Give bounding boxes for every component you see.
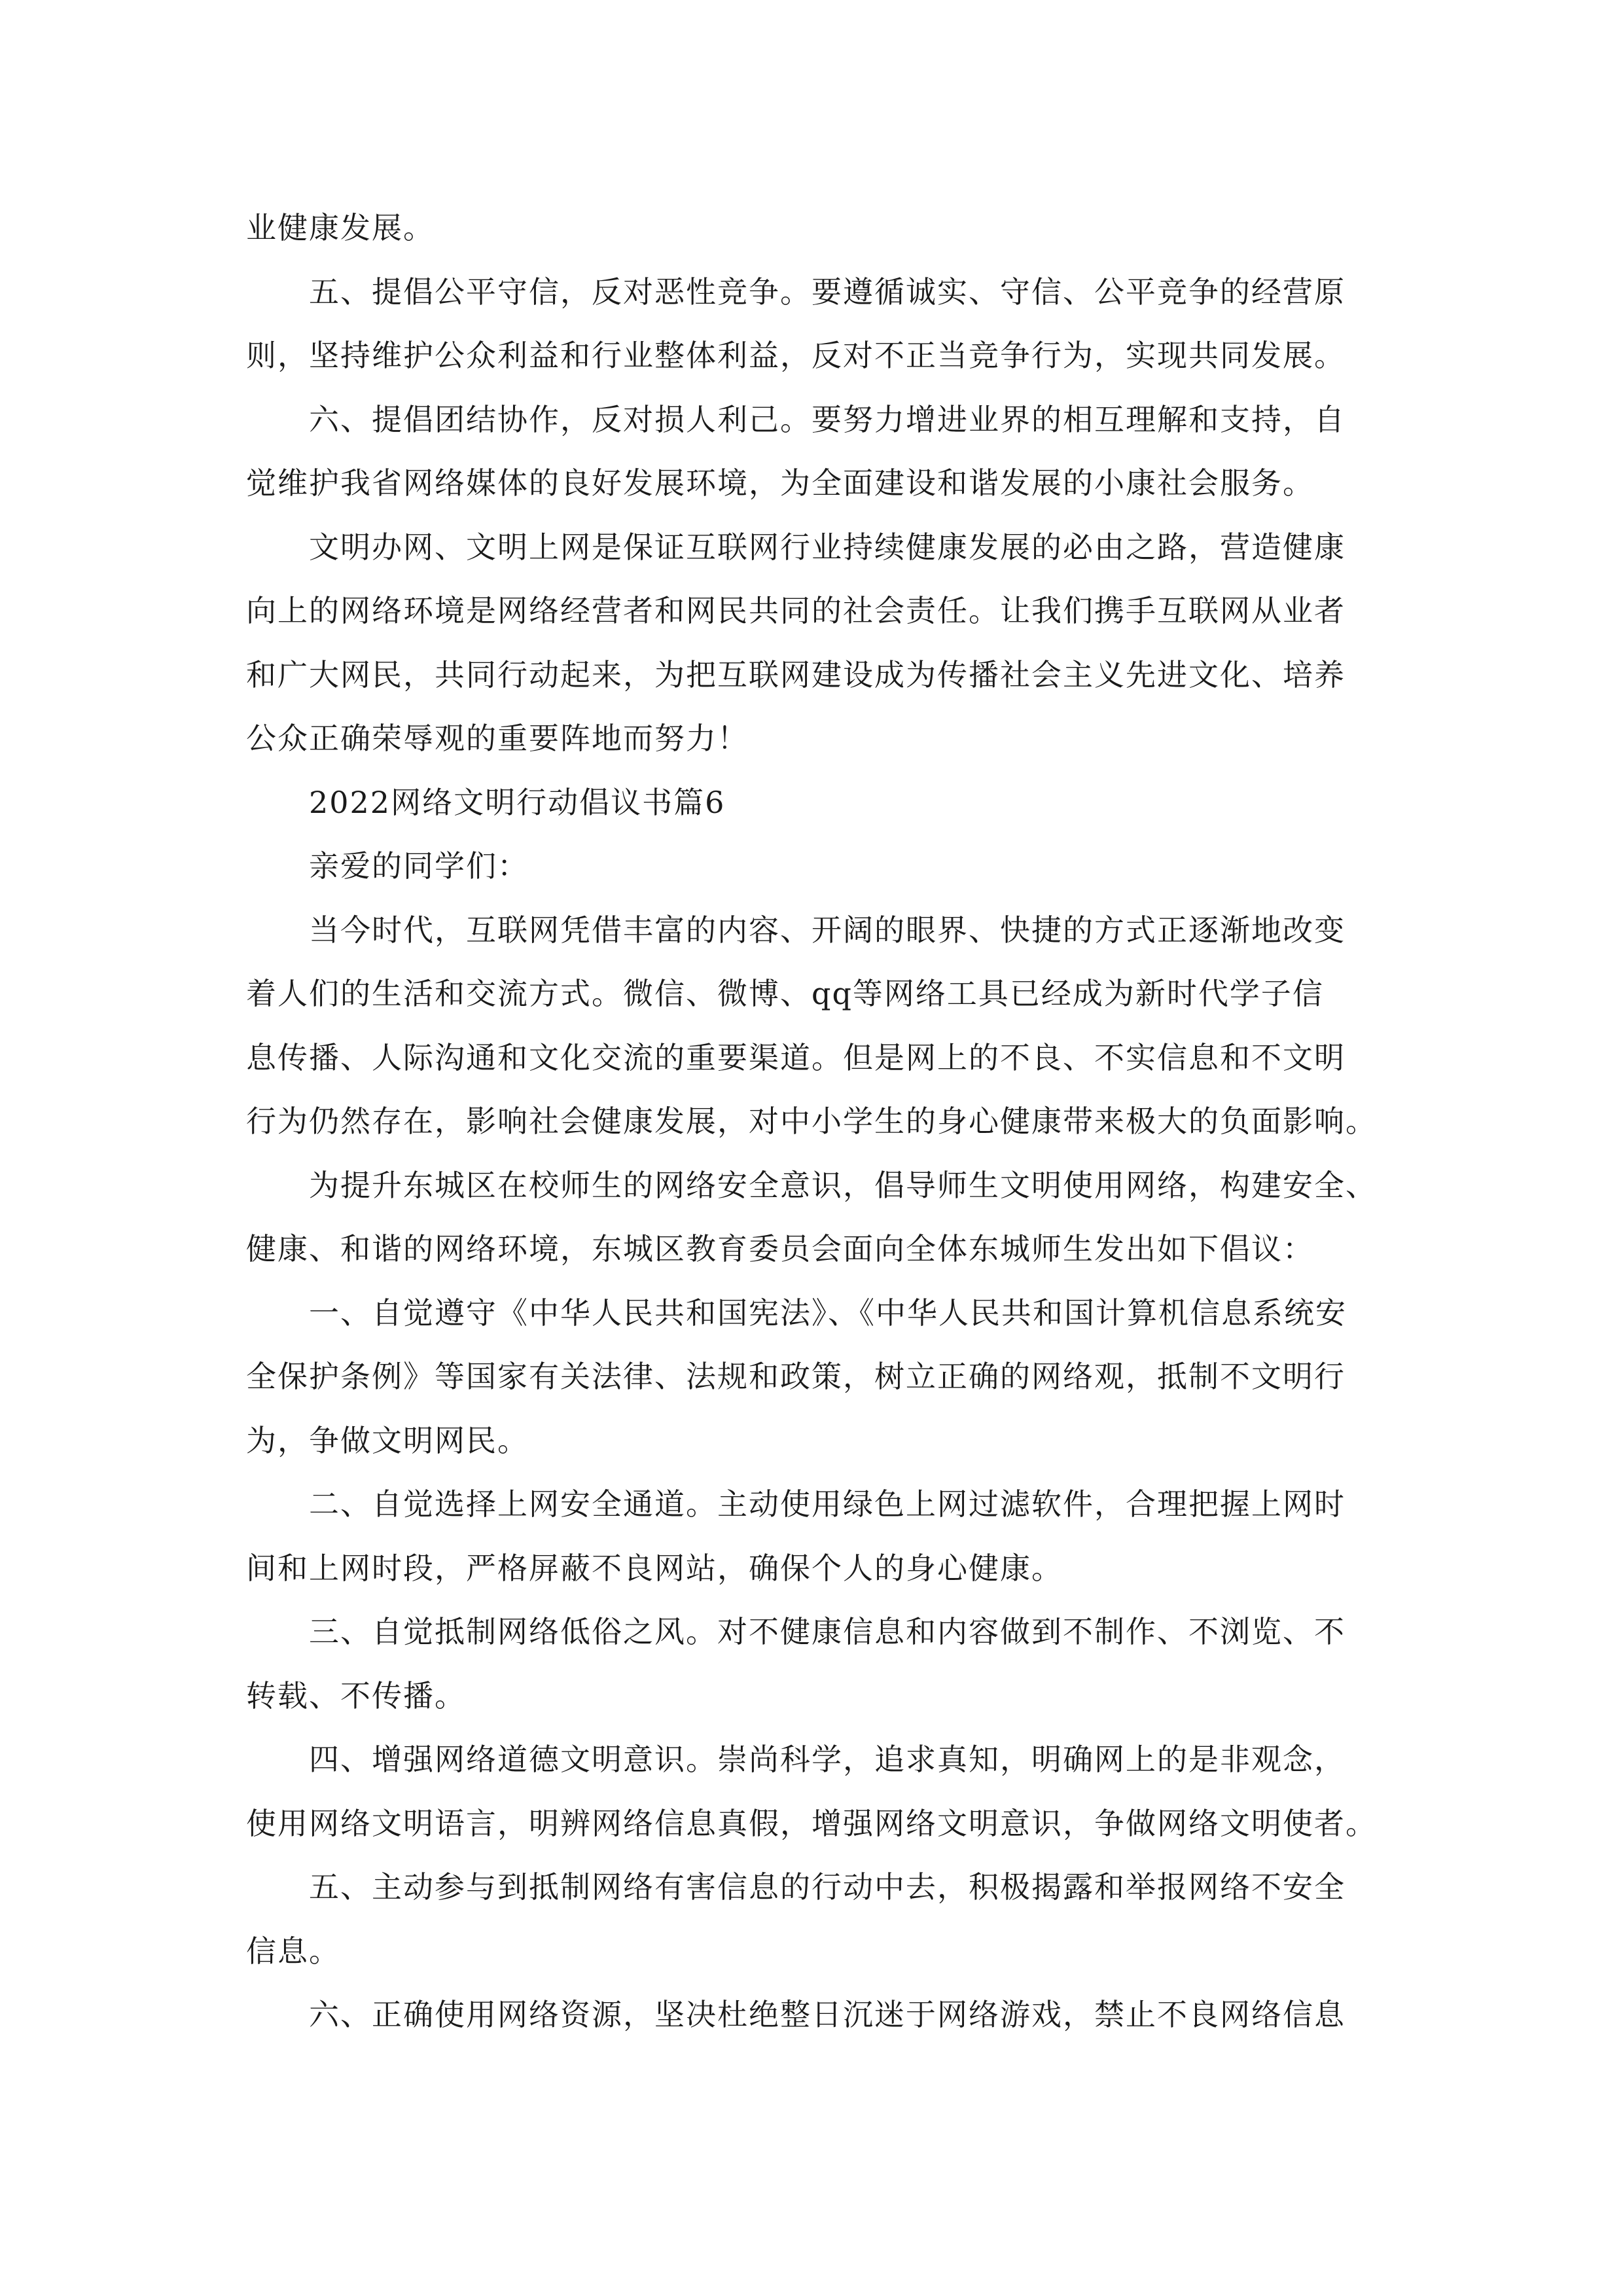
text-line: 全保护条例》等国家有关法律、法规和政策，树立正确的网络观，抵制不文明行 xyxy=(246,1359,1346,1394)
text-line: 行为仍然存在，影响社会健康发展，对中小学生的身心健康带来极大的负面影响。 xyxy=(246,1103,1377,1139)
text-line: 为，争做文明网民。 xyxy=(246,1422,529,1458)
text-line: 为提升东城区在校师生的网络安全意识，倡导师生文明使用网络，构建安全、 xyxy=(309,1167,1377,1203)
text-line: 向上的网络环境是网络经营者和网民共同的社会责任。让我们携手互联网从业者 xyxy=(246,593,1346,628)
text-line: 和广大网民，共同行动起来，为把互联网建设成为传播社会主义先进文化、培养 xyxy=(246,656,1346,692)
text-line: 觉维护我省网络媒体的良好发展环境，为全面建设和谐发展的小康社会服务。 xyxy=(246,465,1314,501)
text-line: 亲爱的同学们： xyxy=(309,848,529,884)
text-line: 一、自觉遵守《中华人民共和国宪法》、《中华人民共和国计算机信息系统安 xyxy=(309,1295,1347,1331)
text-line: 五、提倡公平守信，反对恶性竞争。要遵循诚实、守信、公平竞争的经营原 xyxy=(309,274,1346,310)
document-body xyxy=(246,196,1378,2047)
text-line: 2022网络文明行动倡议书篇6 xyxy=(309,784,726,820)
text-line: 六、提倡团结协作，反对损人利己。要努力增进业界的相互理解和支持，自 xyxy=(309,401,1346,437)
text-line: 当今时代，互联网凭借丰富的内容、开阔的眼界、快捷的方式正逐渐地改变 xyxy=(309,912,1346,948)
text-line: 四、增强网络道德文明意识。崇尚科学，追求真知，明确网上的是非观念， xyxy=(309,1742,1346,1777)
text-line: 文明办网、文明上网是保证互联网行业持续健康发展的必由之路，营造健康 xyxy=(309,529,1346,565)
text-line: 信息。 xyxy=(246,1933,340,1969)
text-line: 五、主动参与到抵制网络有害信息的行动中去，积极揭露和举报网络不安全 xyxy=(309,1869,1346,1905)
text-line: 转载、不传播。 xyxy=(246,1677,466,1713)
text-line: 业健康发展。 xyxy=(246,210,435,245)
text-line: 着人们的生活和交流方式。微信、微博、qq等网络工具已经成为新时代学子信 xyxy=(246,976,1324,1011)
text-line: 间和上网时段，严格屏蔽不良网站，确保个人的身心健康。 xyxy=(246,1550,1063,1586)
text-line: 健康、和谐的网络环境，东城区教育委员会面向全体东城师生发出如下倡议： xyxy=(246,1231,1314,1266)
text-line: 二、自觉选择上网安全通道。主动使用绿色上网过滤软件，合理把握上网时 xyxy=(309,1486,1346,1522)
text-line: 公众正确荣辱观的重要阵地而努力！ xyxy=(246,721,749,756)
text-line: 六、正确使用网络资源，坚决杜绝整日沉迷于网络游戏，禁止不良网络信息 xyxy=(309,1997,1346,2032)
text-line: 三、自觉抵制网络低俗之风。对不健康信息和内容做到不制作、不浏览、不 xyxy=(309,1614,1346,1649)
text-line: 使用网络文明语言，明辨网络信息真假，增强网络文明意识，争做网络文明使者。 xyxy=(246,1805,1377,1841)
text-line: 息传播、人际沟通和文化交流的重要渠道。但是网上的不良、不实信息和不文明 xyxy=(246,1039,1346,1075)
text-line: 则，坚持维护公众利益和行业整体利益，反对不正当竞争行为，实现共同发展。 xyxy=(246,338,1346,373)
